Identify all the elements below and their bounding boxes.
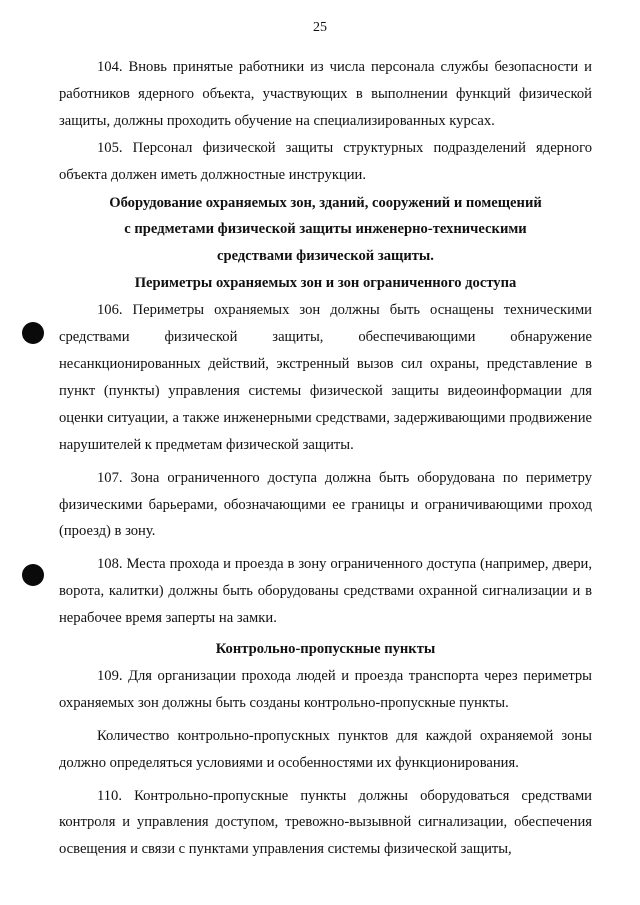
punch-hole-mark [22, 322, 44, 344]
paragraph-105: 105. Персонал физической защиты структурных подразделений ядерного объекта должен иметь должностные инструкции. [59, 139, 592, 183]
paragraph-106: 106. Периметры охраняемых зон должны быть оснащены техническими средствами физической защиты, обеспечивающими обнаружение несанкционированных действий, экстренный вызов сил охраны, представление в пункт (пункты) управления системы физической защиты видеоинформации для оценки ситуации, а также инженерными средствами, задерживающими продвижение нарушителей к предметам физической защиты. [59, 302, 592, 453]
subheading-perimeters: Периметры охраняемых зон и зон ограниченного доступа [134, 275, 517, 292]
paragraph-110: 110. Контрольно-пропускные пункты должны оборудоваться средствами контроля и управления доступом, тревожно-вызывной сигнализации, обеспечения освещения и связи с пунктами управления системы физической защиты, [59, 787, 592, 858]
punch-hole-mark [22, 564, 44, 586]
subheading-checkpoints: Контрольно-пропускные пункты [215, 641, 436, 658]
page-number: 25 [313, 20, 327, 35]
section-heading-line-1: Оборудование охраняемых зон, зданий, сооружений и помещений [109, 194, 542, 211]
paragraph-104: 104. Вновь принятые работники из числа персонала службы безопасности и работников ядерного объекта, участвующих в выполнении функций физической защиты, должны проходить обучение на специализированных курсах. [59, 59, 592, 129]
paragraph-107: 107. Зона ограниченного доступа должна быть оборудована по периметру физическими барьерами, обозначающими ее границы и ограничивающими проход (проезд) в зону. [59, 469, 592, 540]
section-heading-line-3: средствами физической защиты. [217, 248, 434, 265]
paragraph-109-continued: Количество контрольно-пропускных пунктов для каждой охраняемой зоны должно определяться условиями и особенностями их функционирования. [59, 727, 592, 771]
paragraph-108: 108. Места прохода и проезда в зону ограниченного доступа (например, двери, ворота, калитки) должны быть оборудованы средствами охранной сигнализации и в нерабочее время заперты на замки. [59, 556, 592, 627]
paragraph-109: 109. Для организации прохода людей и проезда транспорта через периметры охраняемых зон должны быть созданы контрольно-пропускные пункты. [59, 667, 592, 711]
section-heading-line-2: с предметами физической защиты инженерно-техническими [124, 221, 527, 238]
document-body [59, 54, 592, 863]
